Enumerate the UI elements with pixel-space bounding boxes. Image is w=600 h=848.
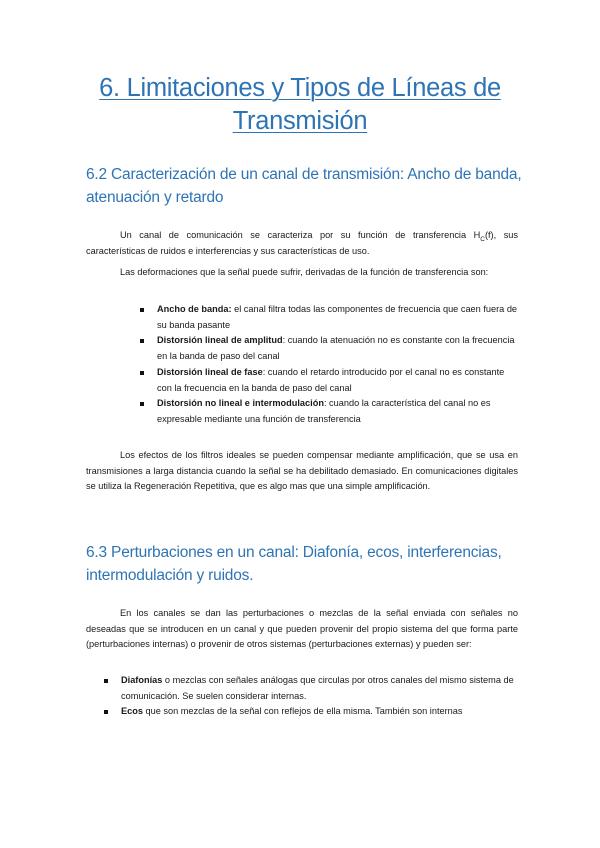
list-item-text: : cuando la característica del canal no es expresable mediante una función de transferencia xyxy=(157,398,491,424)
s63-p1-text: En los canales se dan las perturbaciones o mezclas de la señal enviada con señales no deseadas que se introducen en un canal y que pueden provenir del propio sistema del que forma parte (perturbaciones internas) o provenir de otros sistemas (perturbaciones externas) y pueden ser: xyxy=(86,608,518,650)
section-63-heading xyxy=(86,541,526,587)
page-title xyxy=(60,72,540,138)
section-62-paragraph-2 xyxy=(86,265,518,281)
list-item xyxy=(140,333,520,364)
bullet-icon xyxy=(140,339,144,343)
section-62-list xyxy=(140,302,520,428)
p1-text-b: (f), sus características de ruidos e interferencias y sus características de uso. xyxy=(86,230,518,256)
list-item-term: Distorsión lineal de fase xyxy=(157,366,263,377)
page-title-line1: 6. Limitaciones y Tipos de Líneas de xyxy=(99,74,501,102)
section-62-heading-line2: atenuación y retardo xyxy=(86,189,224,206)
list-item-term: Diafonías xyxy=(121,675,163,685)
bullet-icon xyxy=(104,679,108,683)
list-item-term: Ecos xyxy=(121,706,143,717)
section-63-paragraph-1 xyxy=(86,606,518,653)
section-62-heading xyxy=(86,163,526,209)
list-item-term: Distorsión no lineal e intermodulación xyxy=(157,398,324,409)
section-62-paragraph-1 xyxy=(86,228,518,259)
list-item-term: Distorsión lineal de amplitud xyxy=(157,335,283,346)
list-item xyxy=(140,302,520,333)
section-63-heading-line1: 6.3 Perturbaciones en un canal: Diafonía, ecos, interferencias, xyxy=(86,544,502,561)
list-item-text: o mezclas con señales análogas que circulas por otros canales del mismo sistema de comunicación. Se suelen considerar internas. xyxy=(121,675,514,701)
bullet-icon xyxy=(140,402,144,406)
section-63-list xyxy=(104,673,520,720)
p2-text: Las deformaciones que la señal puede sufrir, derivadas de la función de transferencia son: xyxy=(120,267,489,277)
page-title-line2: Transmisión xyxy=(232,107,368,135)
list-item xyxy=(104,704,520,720)
list-item xyxy=(140,365,520,396)
section-63-heading-line2: intermodulación y ruidos. xyxy=(86,567,254,584)
section-62-paragraph-3 xyxy=(86,448,518,495)
list-item-text: el canal filtra todas las componentes de frecuencia que caen fuera de su banda pasante xyxy=(157,304,518,330)
p1-text-a: Un canal de comunicación se caracteriza por su función de transferencia H xyxy=(120,230,481,240)
list-item xyxy=(104,673,520,704)
list-item xyxy=(140,396,520,427)
p3-text: Los efectos de los filtros ideales se pueden compensar mediante amplificación, que se usa en transmisiones a larga distancia cuando la señal se ha debilitado demasiado. En comunicaciones digitales se utiliza la Regeneración Repetitiva, que es algo mas que una simple amplificación. xyxy=(86,450,518,492)
list-item-term: Ancho de banda: xyxy=(157,304,232,314)
list-item-text: : cuando el retardo introducido por el canal no es constante con la frecuencia en la banda de paso del canal xyxy=(157,366,505,393)
bullet-icon xyxy=(140,308,144,312)
bullet-icon xyxy=(104,710,108,714)
section-62-heading-line1: 6.2 Caracterización de un canal de transmisión: Ancho de banda, xyxy=(86,166,522,183)
p1-subscript: C xyxy=(480,235,485,243)
bullet-icon xyxy=(140,371,144,375)
list-item-text: que son mezclas de la señal con reflejos de ella misma. También son internas xyxy=(142,706,463,717)
list-item-text: : cuando la atenuación no es constante con la frecuencia en la banda de paso del canal xyxy=(157,335,515,362)
